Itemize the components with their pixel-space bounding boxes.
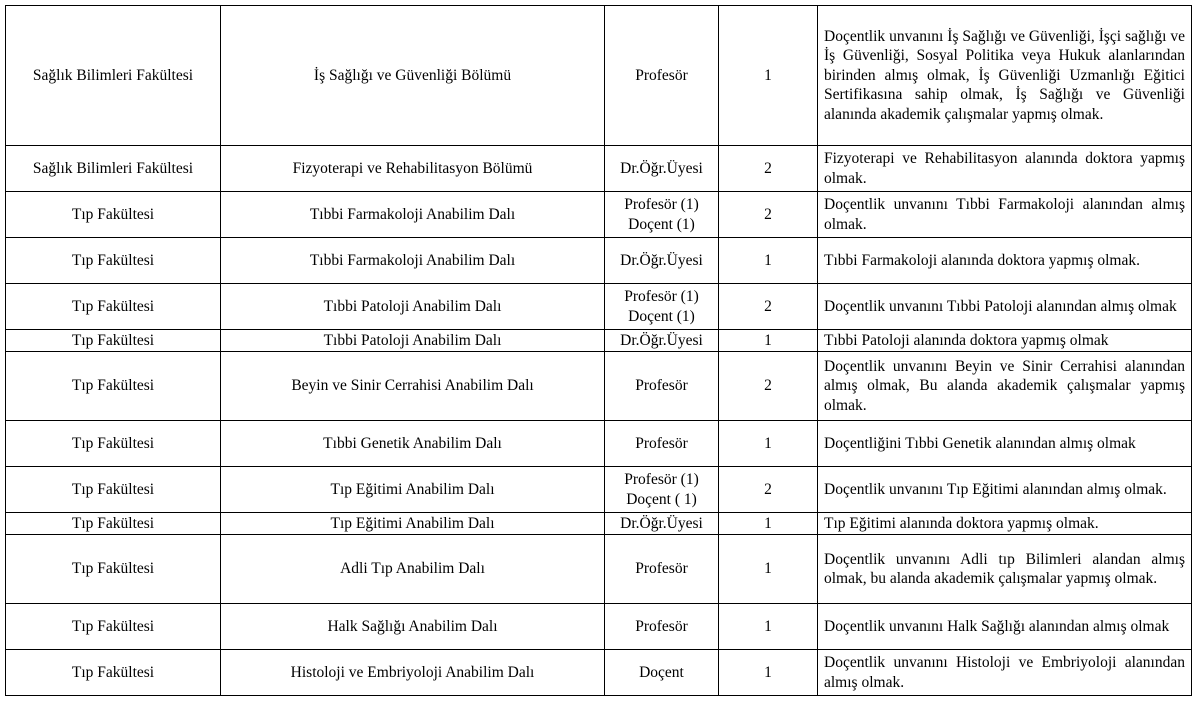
academic-title-line: Profesör (1) xyxy=(624,471,699,488)
requirement-cell: Doçentlik unvanını İş Sağlığı ve Güvenliği, İşçi sağlığı ve İş Güvenliği, Sosyal Politika veya Hukuk alanlarından birinden almış olmak, İş Güvenliği Uzmanlığı Eğitici Sertifikasına sahip olmak, İş Sağlığı ve Güvenliği alanında akademik çalışmalar yapmış olmak. xyxy=(818,6,1192,146)
table-row xyxy=(6,513,1192,535)
table-row xyxy=(6,330,1192,352)
requirement-cell: Doçentlik unvanını Tıp Eğitimi alanından almış olmak. xyxy=(818,467,1192,513)
requirement-cell: Fizyoterapi ve Rehabilitasyon alanında doktora yapmış olmak. xyxy=(818,146,1192,192)
requirement-cell: Tıbbi Patoloji alanında doktora yapmış olmak xyxy=(818,330,1192,352)
department-cell: Tıbbi Genetik Anabilim Dalı xyxy=(221,421,605,467)
faculty-cell: Tıp Fakültesi xyxy=(6,284,221,330)
faculty-cell: Tıp Fakültesi xyxy=(6,352,221,421)
faculty-cell: Tıp Fakültesi xyxy=(6,535,221,604)
position-count-cell: 2 xyxy=(719,192,818,238)
requirement-cell: Doçentlik unvanını Halk Sağlığı alanından almış olmak xyxy=(818,604,1192,650)
faculty-cell: Sağlık Bilimleri Fakültesi xyxy=(6,6,221,146)
faculty-cell: Tıp Fakültesi xyxy=(6,330,221,352)
academic-title-cell xyxy=(605,146,719,192)
requirement-cell: Tıp Eğitimi alanında doktora yapmış olmak. xyxy=(818,513,1192,535)
academic-title-line: Doçent ( 1) xyxy=(626,490,697,508)
faculty-cell: Tıp Fakültesi xyxy=(6,604,221,650)
academic-title-cell xyxy=(605,421,719,467)
department-cell: Tıp Eğitimi Anabilim Dalı xyxy=(221,467,605,513)
table-row xyxy=(6,604,1192,650)
position-count-cell: 2 xyxy=(719,352,818,421)
academic-title-cell xyxy=(605,352,719,421)
requirement-cell: Doçentlik unvanını Tıbbi Farmakoloji alanından almış olmak. xyxy=(818,192,1192,238)
academic-title-line: Profesör (1) xyxy=(624,196,699,213)
department-cell: Adli Tıp Anabilim Dalı xyxy=(221,535,605,604)
table-row xyxy=(6,238,1192,284)
academic-title-line: Profesör xyxy=(635,617,688,635)
academic-title-line: Doçent xyxy=(639,663,684,681)
academic-title-line: Profesör xyxy=(635,66,688,84)
academic-title-line: Profesör (1) xyxy=(624,288,699,305)
academic-title-line: Dr.Öğr.Üyesi xyxy=(620,159,703,177)
requirement-cell: Doçentliğini Tıbbi Genetik alanından almış olmak xyxy=(818,421,1192,467)
academic-title-cell xyxy=(605,604,719,650)
department-cell: Halk Sağlığı Anabilim Dalı xyxy=(221,604,605,650)
table-row xyxy=(6,421,1192,467)
position-count-cell: 2 xyxy=(719,467,818,513)
table-container xyxy=(5,5,1192,696)
academic-title-line: Dr.Öğr.Üyesi xyxy=(620,514,703,532)
faculty-cell: Sağlık Bilimleri Fakültesi xyxy=(6,146,221,192)
academic-title-line: Dr.Öğr.Üyesi xyxy=(620,331,703,349)
faculty-cell: Tıp Fakültesi xyxy=(6,421,221,467)
department-cell: Tıbbi Patoloji Anabilim Dalı xyxy=(221,330,605,352)
department-cell: Tıbbi Farmakoloji Anabilim Dalı xyxy=(221,238,605,284)
requirement-cell: Doçentlik unvanını Adli tıp Bilimleri alandan almış olmak, bu alanda akademik çalışmalar yapmış olmak. xyxy=(818,535,1192,604)
position-count-cell: 1 xyxy=(719,604,818,650)
position-count-cell: 1 xyxy=(719,421,818,467)
table-row xyxy=(6,284,1192,330)
academic-title-cell xyxy=(605,513,719,535)
requirement-cell: Tıbbi Farmakoloji alanında doktora yapmış olmak. xyxy=(818,238,1192,284)
department-cell: Beyin ve Sinir Cerrahisi Anabilim Dalı xyxy=(221,352,605,421)
department-cell: Histoloji ve Embriyoloji Anabilim Dalı xyxy=(221,650,605,696)
department-cell: Tıbbi Patoloji Anabilim Dalı xyxy=(221,284,605,330)
position-count-cell: 2 xyxy=(719,146,818,192)
academic-title-cell xyxy=(605,467,719,513)
table-row xyxy=(6,6,1192,146)
faculty-cell: Tıp Fakültesi xyxy=(6,467,221,513)
department-cell: İş Sağlığı ve Güvenliği Bölümü xyxy=(221,6,605,146)
academic-title-line: Profesör xyxy=(635,377,688,395)
academic-title-cell xyxy=(605,535,719,604)
academic-title-line: Doçent (1) xyxy=(628,215,695,233)
academic-title-cell xyxy=(605,192,719,238)
table-row xyxy=(6,467,1192,513)
positions-table-body xyxy=(6,6,1192,696)
faculty-cell: Tıp Fakültesi xyxy=(6,513,221,535)
faculty-cell: Tıp Fakültesi xyxy=(6,650,221,696)
table-row xyxy=(6,192,1192,238)
academic-title-cell xyxy=(605,238,719,284)
academic-title-cell xyxy=(605,6,719,146)
position-count-cell: 1 xyxy=(719,238,818,284)
position-count-cell: 1 xyxy=(719,6,818,146)
requirement-cell: Doçentlik unvanını Beyin ve Sinir Cerrahisi alanından almış olmak, Bu alanda akademik çalışmalar yapmış olmak. xyxy=(818,352,1192,421)
faculty-cell: Tıp Fakültesi xyxy=(6,192,221,238)
position-count-cell: 1 xyxy=(719,535,818,604)
position-count-cell: 1 xyxy=(719,513,818,535)
position-count-cell: 1 xyxy=(719,330,818,352)
positions-table xyxy=(5,5,1192,696)
requirement-cell: Doçentlik unvanını Histoloji ve Embriyoloji alanından almış olmak. xyxy=(818,650,1192,696)
table-row xyxy=(6,535,1192,604)
academic-title-line: Profesör xyxy=(635,560,688,578)
position-count-cell: 1 xyxy=(719,650,818,696)
department-cell: Fizyoterapi ve Rehabilitasyon Bölümü xyxy=(221,146,605,192)
table-row xyxy=(6,352,1192,421)
academic-title-cell xyxy=(605,330,719,352)
faculty-cell: Tıp Fakültesi xyxy=(6,238,221,284)
requirement-cell: Doçentlik unvanını Tıbbi Patoloji alanından almış olmak xyxy=(818,284,1192,330)
department-cell: Tıp Eğitimi Anabilim Dalı xyxy=(221,513,605,535)
academic-title-line: Doçent (1) xyxy=(628,307,695,325)
academic-title-cell xyxy=(605,284,719,330)
academic-title-line: Profesör xyxy=(635,434,688,452)
academic-title-cell xyxy=(605,650,719,696)
table-row xyxy=(6,650,1192,696)
academic-title-line: Dr.Öğr.Üyesi xyxy=(620,251,703,269)
table-row xyxy=(6,146,1192,192)
department-cell: Tıbbi Farmakoloji Anabilim Dalı xyxy=(221,192,605,238)
position-count-cell: 2 xyxy=(719,284,818,330)
